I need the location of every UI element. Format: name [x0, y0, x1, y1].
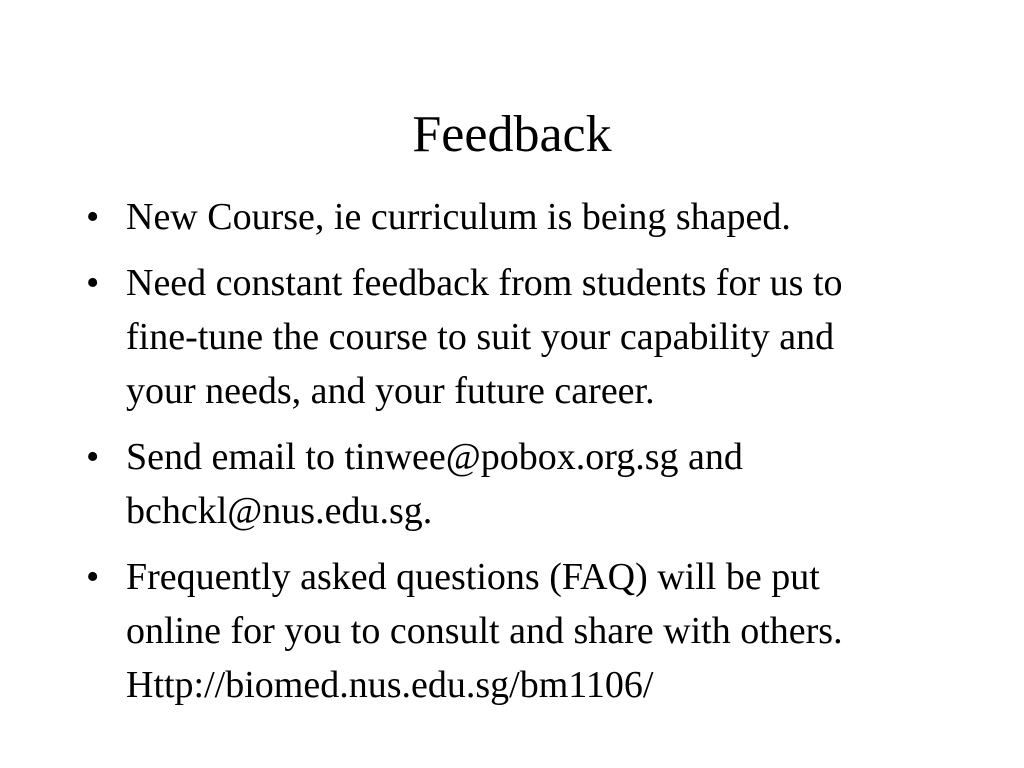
bullet-line: fine-tune the course to suit your capability and	[126, 316, 835, 358]
bullet-text	[126, 256, 1006, 418]
bullet-marker: •	[86, 262, 100, 304]
bullet-line: New Course, ie curriculum is being shaped.	[126, 196, 791, 238]
bullet-line: bchckl@nus.edu.sg.	[126, 490, 433, 532]
bullet-item-faq	[86, 550, 1006, 712]
bullet-line: Http://biomed.nus.edu.sg/bm1106/	[126, 664, 654, 706]
bullet-line: Frequently asked questions (FAQ) will be put	[126, 556, 820, 598]
bullet-text	[126, 190, 1006, 244]
bullet-item-new-course	[86, 190, 1006, 244]
bullet-line: Send email to tinwee@pobox.org.sg and	[126, 436, 743, 478]
bullet-line: online for you to consult and share with others.	[126, 610, 843, 652]
bullet-text	[126, 550, 1006, 712]
bullet-line: Need constant feedback from students for us to	[126, 262, 843, 304]
bullet-item-constant-feedback	[86, 256, 1006, 418]
bullet-marker: •	[86, 556, 100, 598]
bullet-text	[126, 430, 1006, 538]
bullet-item-send-email	[86, 430, 1006, 538]
bullet-list	[86, 190, 1006, 724]
bullet-marker: •	[86, 436, 100, 478]
bullet-marker: •	[86, 196, 100, 238]
bullet-line: your needs, and your future career.	[126, 370, 655, 412]
slide-title: Feedback	[412, 106, 612, 163]
